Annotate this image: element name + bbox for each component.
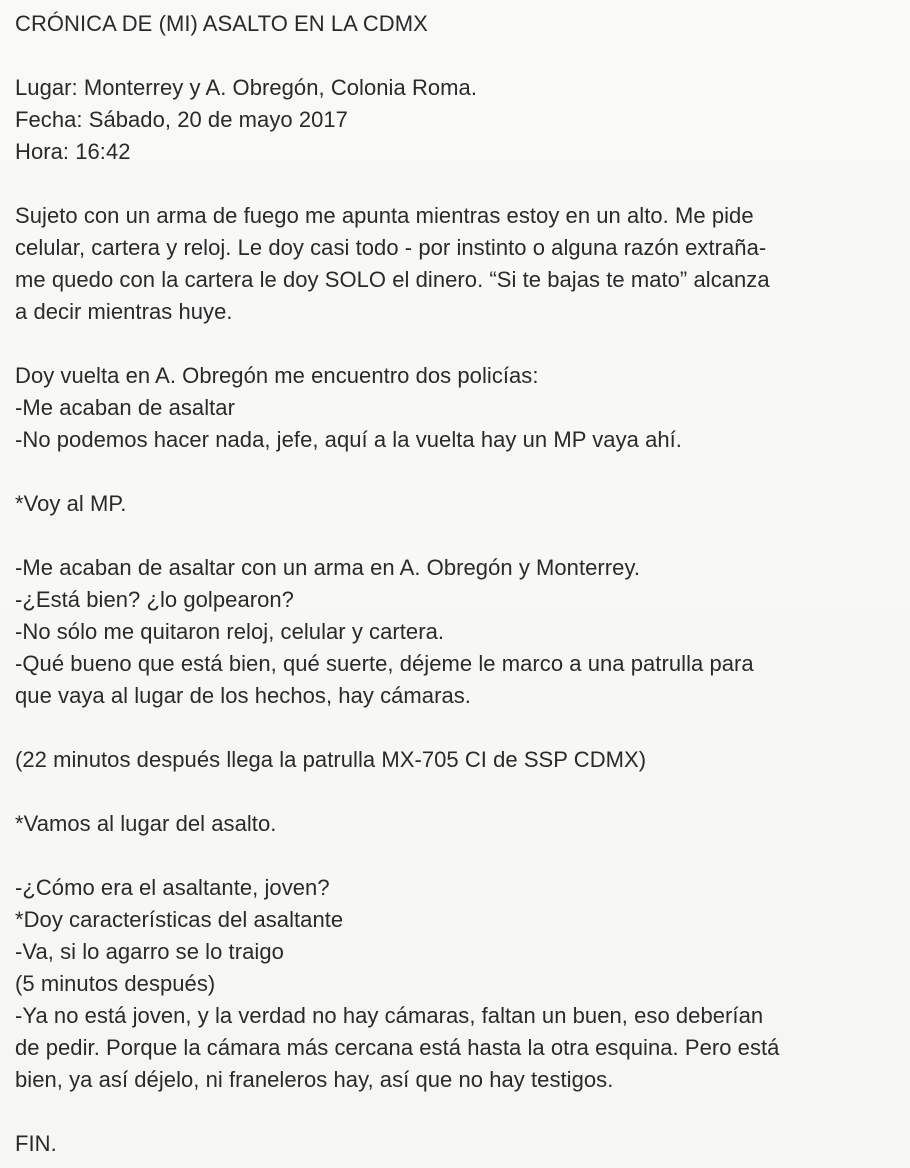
blank-line — [15, 712, 896, 744]
assault-place-action-line: *Vamos al lugar del asalto. — [15, 811, 277, 836]
blank-line — [15, 456, 896, 488]
police-dialog-line: -Me acaban de asaltar — [15, 395, 235, 420]
final-dialog-line: -¿Cómo era el asaltante, joven? — [15, 875, 330, 900]
final-dialog-line: -Ya no está joven, y la verdad no hay cámaras, faltan un buen, eso deberían — [15, 1003, 764, 1028]
blank-line — [15, 776, 896, 808]
final-dialog-line: (5 minutos después) — [15, 971, 216, 996]
final-dialog-line: *Doy características del asaltante — [15, 907, 344, 932]
blank-line — [15, 40, 896, 72]
place-line: Lugar: Monterrey y A. Obregón, Colonia Roma. — [15, 75, 477, 100]
document-title: CRÓNICA DE (MI) ASALTO EN LA CDMX — [15, 11, 428, 36]
paragraph-line: me quedo con la cartera le doy SOLO el dinero. “Si te bajas te mato” alcanza — [15, 267, 770, 292]
blank-line — [15, 1096, 896, 1128]
blank-line — [15, 520, 896, 552]
paragraph-line: celular, cartera y reloj. Le doy casi todo - por instinto o alguna razón extraña- — [15, 235, 767, 260]
mp-dialog-line: -Qué bueno que está bien, qué suerte, déjeme le marco a una patrulla para — [15, 651, 754, 676]
mp-dialog-line: -No sólo me quitaron reloj, celular y cartera. — [15, 619, 445, 644]
mp-action-line: *Voy al MP. — [15, 491, 127, 516]
blank-line — [15, 328, 896, 360]
time-line: Hora: 16:42 — [15, 139, 131, 164]
patrol-note-line: (22 minutos después llega la patrulla MX-705 CI de SSP CDMX) — [15, 747, 647, 772]
paragraph-line: Sujeto con un arma de fuego me apunta mientras estoy en un alto. Me pide — [15, 203, 754, 228]
date-line: Fecha: Sábado, 20 de mayo 2017 — [15, 107, 348, 132]
final-dialog-line: bien, ya así déjelo, ni franeleros hay, así que no hay testigos. — [15, 1067, 614, 1092]
final-dialog-line: -Va, si lo agarro se lo traigo — [15, 939, 284, 964]
blank-line — [15, 840, 896, 872]
ending-line: FIN. — [15, 1131, 57, 1156]
mp-dialog-line: -Me acaban de asaltar con un arma en A. Obregón y Monterrey. — [15, 555, 641, 580]
police-dialog-line: Doy vuelta en A. Obregón me encuentro dos policías: — [15, 363, 539, 388]
mp-dialog-line: que vaya al lugar de los hechos, hay cámaras. — [15, 683, 471, 708]
blank-line — [15, 168, 896, 200]
final-dialog-line: de pedir. Porque la cámara más cercana está hasta la otra esquina. Pero está — [15, 1035, 780, 1060]
mp-dialog-line: -¿Está bien? ¿lo golpearon? — [15, 587, 294, 612]
police-dialog-line: -No podemos hacer nada, jefe, aquí a la vuelta hay un MP vaya ahí. — [15, 427, 682, 452]
paragraph-line: a decir mientras huye. — [15, 299, 233, 324]
